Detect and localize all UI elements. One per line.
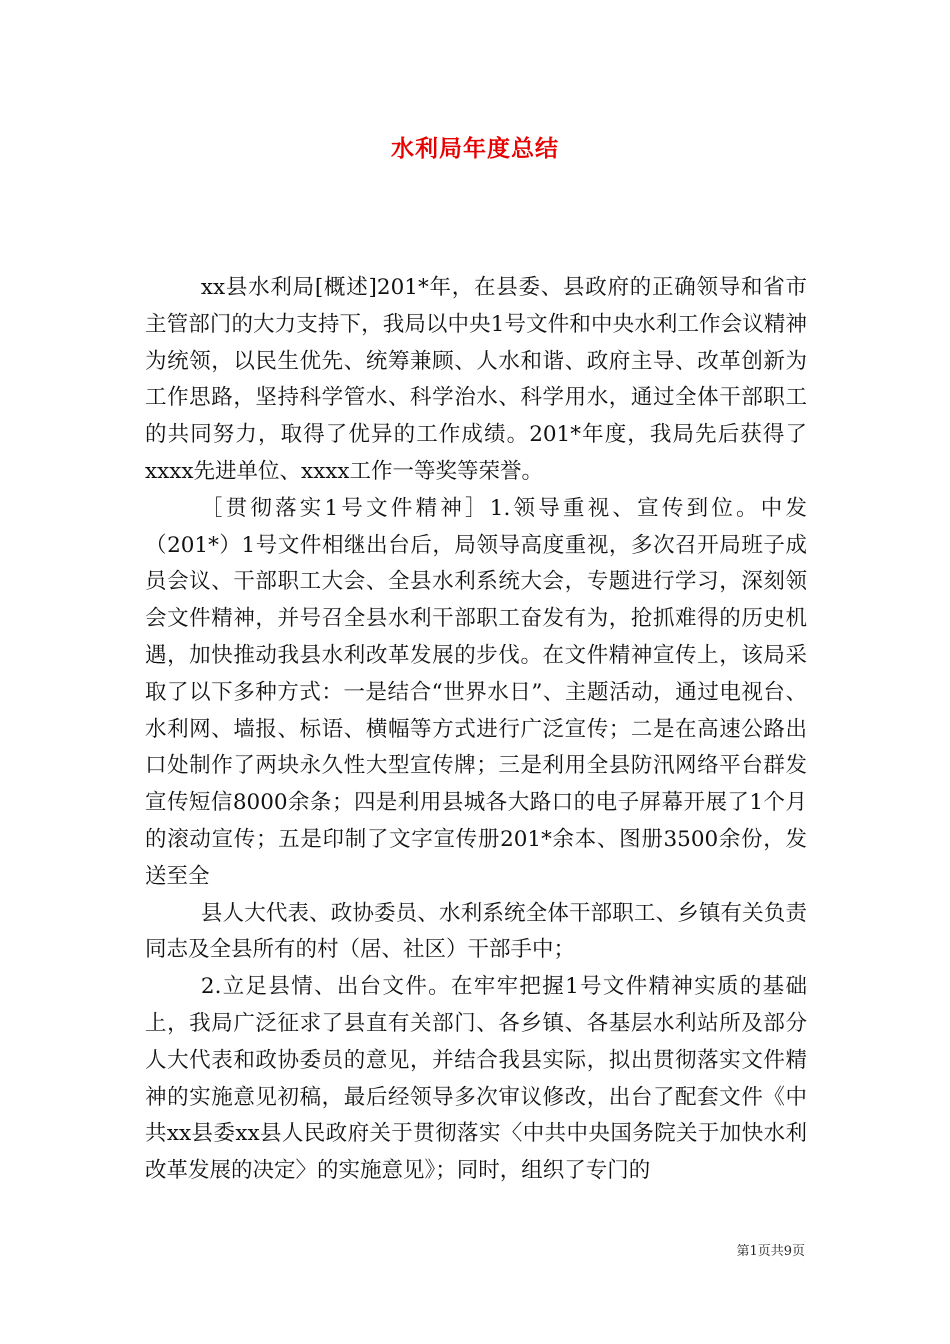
document-body	[145, 270, 807, 1190]
page-number: 第1页共9页	[736, 1244, 805, 1259]
document-title: 水利局年度总结	[391, 136, 559, 162]
paragraph-local-policy: 2.立足县情、出台文件。在牢牢把握1号文件精神实质的基础上，我局广泛征求了县直有关部门、各乡镇、各基层水利站所及部分人大代表和政协委员的意见，并结合我县实际，拟出贯彻落实文件精神的实施意见初稿，最后经领导多次审议修改，出台了配套文件《中共xx县委xx县人民政府关于贯彻落实〈中共中央国务院关于加快水利改革发展的决定〉的实施意见》；同时，组织了专门的	[145, 974, 807, 1184]
paragraph-overview: xx县水利局[概述]201*年，在县委、县政府的正确领导和省市主管部门的大力支持下，我局以中央1号文件和中央水利工作会议精神为统领，以民生优先、统筹兼顾、人水和谐、政府主导、改革创新为工作思路，坚持科学管水、科学治水、科学用水，通过全体干部职工的共同努力，取得了优异的工作成绩。201*年度，我局先后获得了xxxx先进单位、xxxx工作一等奖等荣誉。	[145, 275, 807, 484]
paragraph-implementation: ［贯彻落实1号文件精神］1.领导重视、宣传到位。中发（201*）1号文件相继出台后，局领导高度重视，多次召开局班子成员会议、干部职工大会、全县水利系统大会，专题进行学习，深刻领会文件精神，并号召全县水利干部职工奋发有为，抢抓难得的历史机遇，加快推动我县水利改革发展的步伐。在文件精神宣传上，该局采取了以下多种方式：一是结合“世界水日”、主题活动，通过电视台、水利网、墙报、标语、横幅等方式进行广泛宣传；二是在高速公路出口处制作了两块永久性大型宣传牌；三是利用全县防汛网络平台群发宣传短信8000余条；四是利用县城各大路口的电子屏幕开展了1个月的滚动宣传；五是印制了文字宣传册201*余本、图册3500余份，发送至全	[145, 495, 807, 889]
paragraph-distribution: 县人大代表、政协委员、水利系统全体干部职工、乡镇有关负责同志及全县所有的村（居、社区）干部手中；	[145, 900, 807, 963]
